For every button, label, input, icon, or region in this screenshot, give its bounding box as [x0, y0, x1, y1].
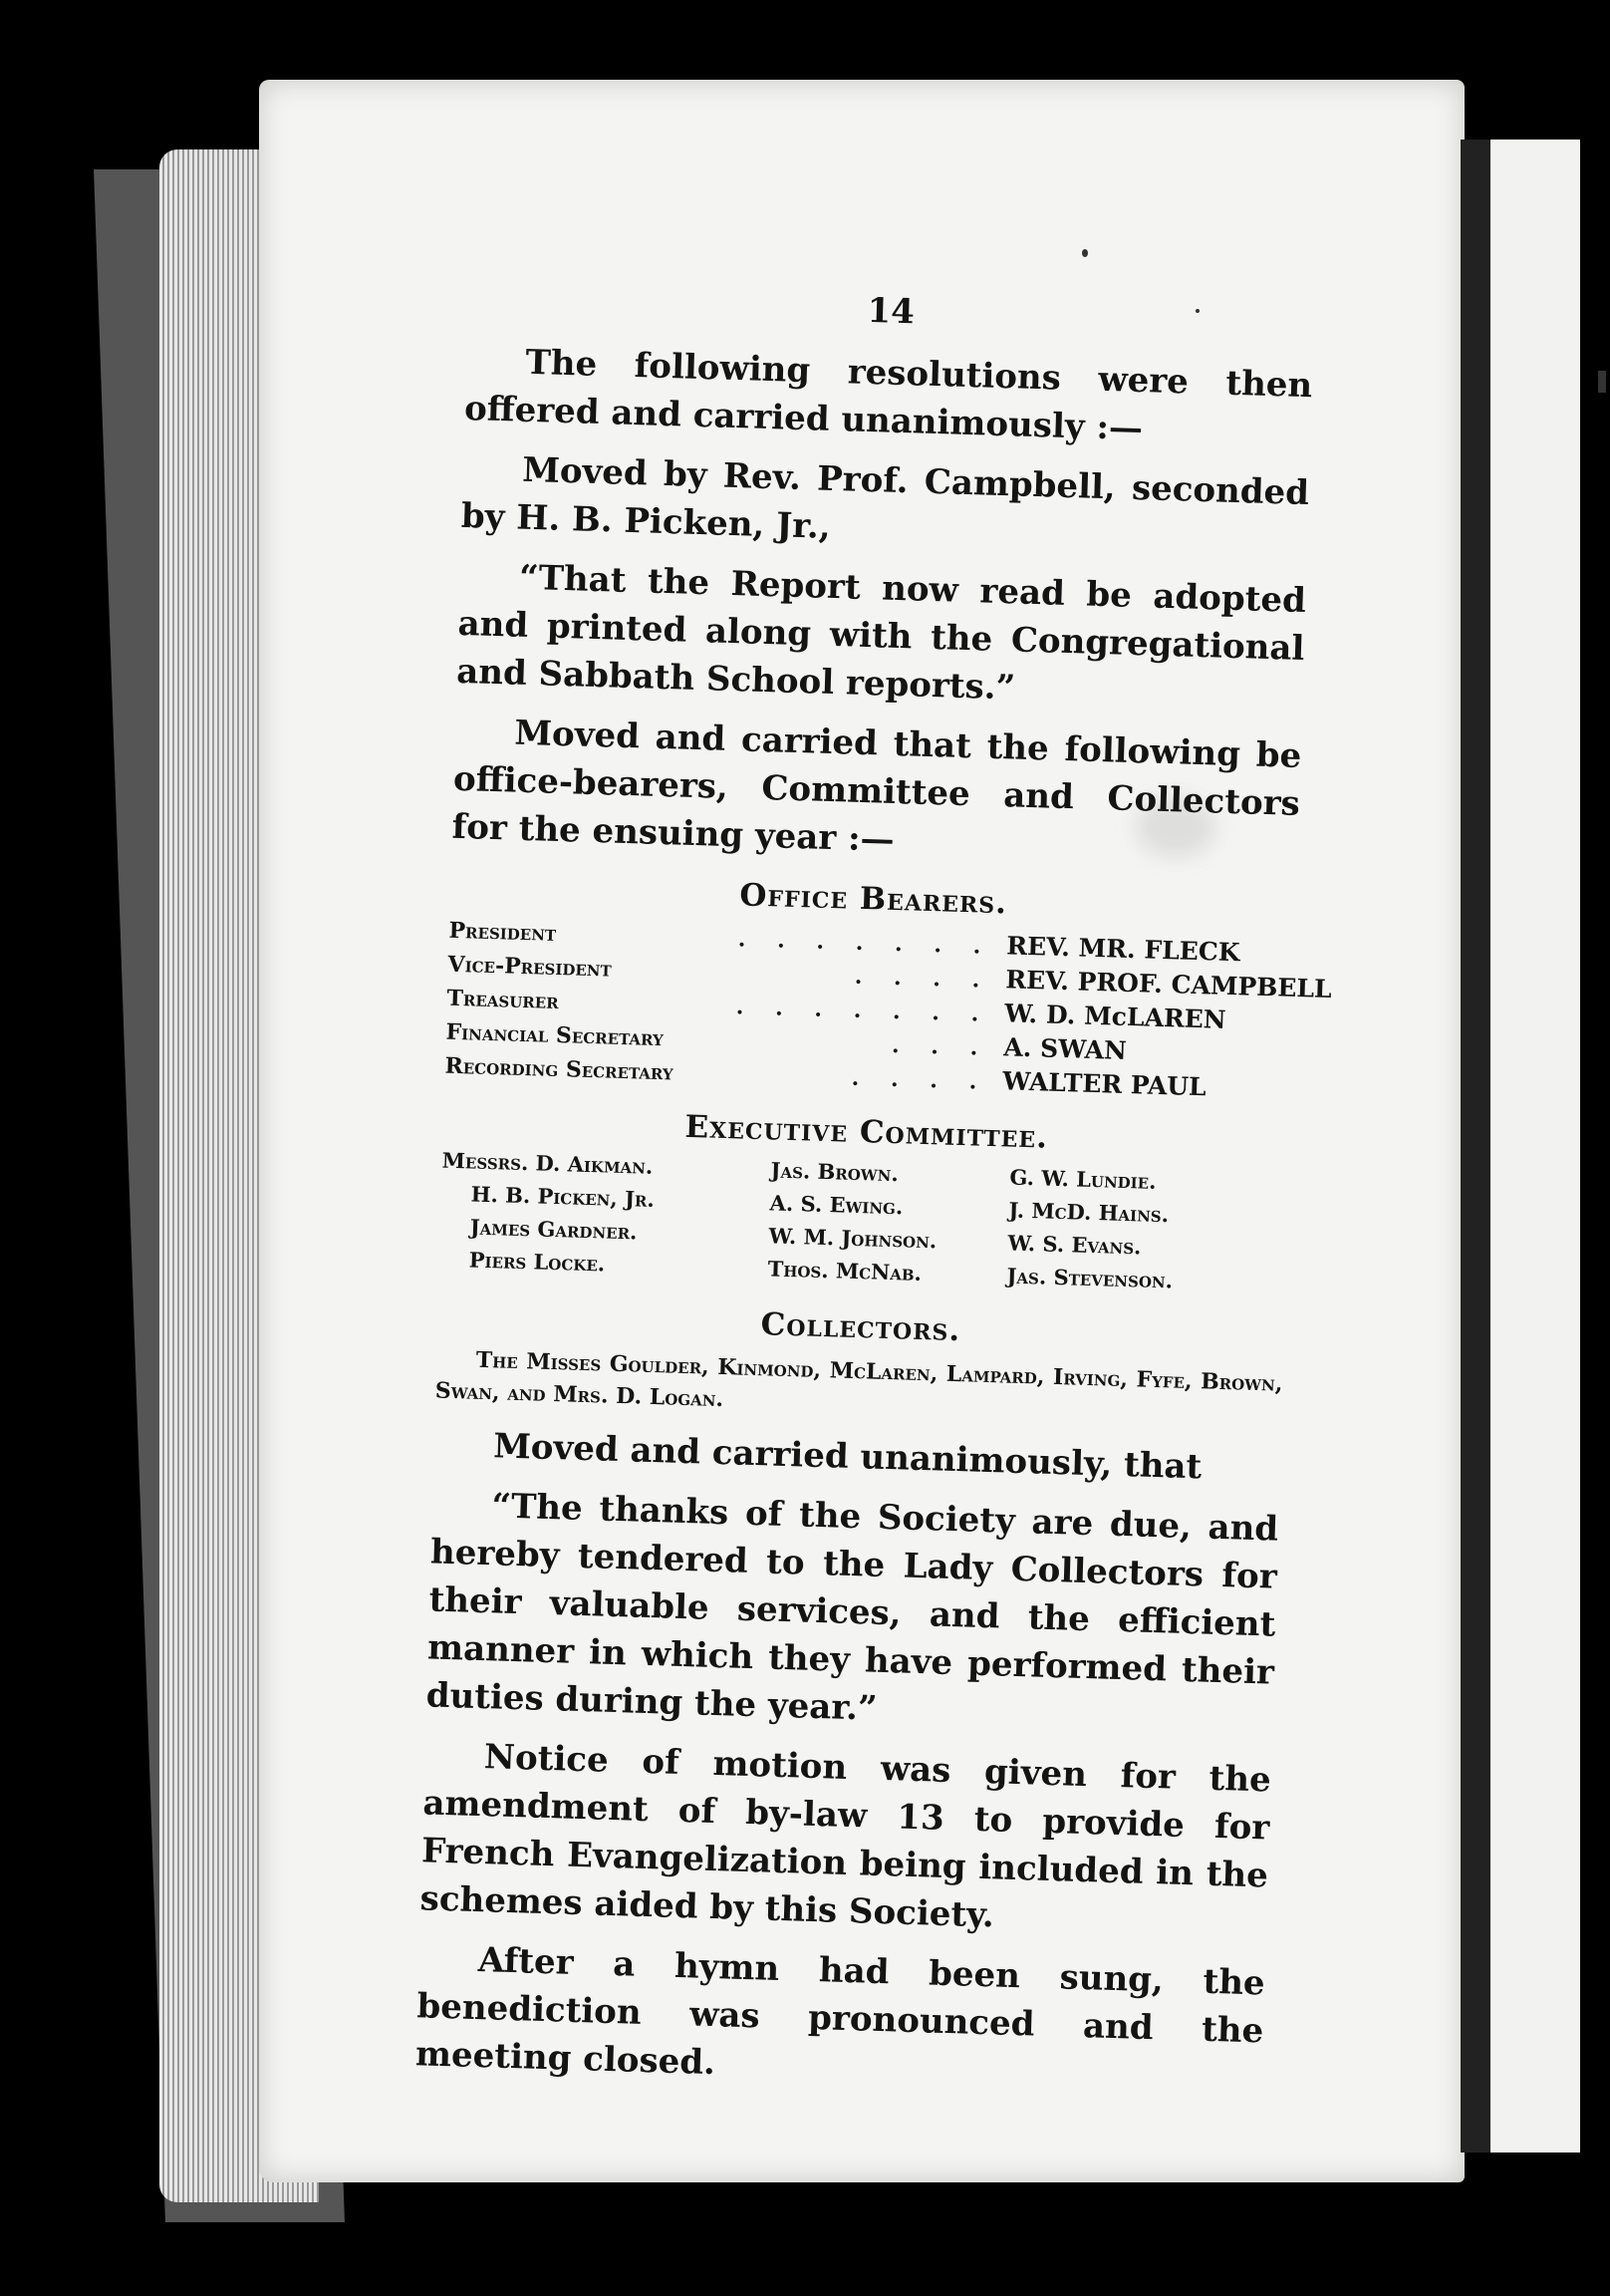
leader-dots: . . . .	[851, 1064, 989, 1095]
report-resolution-quote: “That the Report now read be adopted and printed along with the Congregational and Sabbath School reports.”	[455, 557, 1307, 709]
page-number: 14	[866, 290, 916, 333]
ink-speck	[1082, 249, 1088, 257]
committee-member: Messrs. D. Aikman.	[441, 1147, 654, 1179]
facing-page-mark	[1598, 371, 1606, 393]
notice-of-motion: Notice of motion was given for the amendment of by-law 13 to provide for French Evangelization being included in the schemes aided by this Society.	[419, 1737, 1272, 1936]
committee-member: James Gardner.	[469, 1214, 638, 1245]
resolutions-intro: The following resolutions were then offered and carried unanimously :—	[463, 342, 1313, 449]
officer-name: REV. PROF. CAMPBELL	[1004, 965, 1333, 1004]
collectors-list: The Misses Goulder, Kinmond, McLaren, Lampard, Irving, Fyfe, Brown, Swan, and Mrs. D. Logan.	[434, 1346, 1283, 1413]
committee-member: Jas. Stevenson.	[1006, 1263, 1174, 1293]
committee-member: Piers Locke.	[468, 1247, 606, 1277]
office-bearers-motion: Moved and carried that the following be office-bearers, Committee and Collectors for the ensuing year :—	[451, 713, 1302, 860]
committee-member: H. B. Picken, Jr.	[470, 1181, 656, 1212]
committee-member: W. S. Evans.	[1007, 1230, 1142, 1260]
committee-member: A. S. Ewing.	[769, 1190, 904, 1220]
officer-role: President	[448, 917, 557, 947]
officer-role: Recording Secretary	[444, 1052, 674, 1086]
officer-role: Vice-President	[447, 951, 613, 983]
committee-member: W. M. Johnson.	[768, 1223, 938, 1254]
committee-member: Jas. Brown.	[770, 1157, 900, 1187]
executive-committee-heading: Executive Committee.	[684, 1108, 1049, 1156]
page-text-block	[414, 279, 1333, 2115]
office-bearers-list	[444, 915, 1333, 1109]
committee-member: J. McD. Hains.	[1008, 1197, 1170, 1228]
officer-role: Financial Secretary	[445, 1018, 665, 1052]
leader-dots: . . . .	[854, 963, 992, 994]
office-bearers-heading: Office Bearers.	[738, 877, 1008, 922]
leader-dots: . . . . . . .	[735, 994, 991, 1027]
committee-column	[767, 1157, 1010, 1295]
executive-committee-list	[438, 1148, 1289, 1304]
officer-name: REV. MR. FLECK	[1005, 931, 1240, 968]
thanks-motion: Moved and carried unanimously, that	[492, 1426, 1203, 1488]
committee-column	[1006, 1165, 1269, 1304]
closing-paragraph: After a hymn had been sung, the benediction was pronounced and the meeting closed.	[414, 1940, 1266, 2084]
collectors-heading: Collectors.	[760, 1306, 961, 1349]
leader-dots: . . . . . . .	[737, 926, 993, 960]
leader-dots: . . .	[891, 1031, 990, 1061]
officer-name: W. D. McLAREN	[1003, 999, 1227, 1034]
thanks-resolution-quote: “The thanks of the Society are due, and hereby tendered to the Lady Collectors for their valuable services, and the efficient manner in which they have performed their duties during the year.”	[425, 1486, 1279, 1729]
book-gutter	[1461, 140, 1490, 2152]
committee-column	[438, 1148, 771, 1290]
officer-role: Treasurer	[446, 985, 560, 1015]
facing-page-edge	[1490, 140, 1580, 2152]
officer-name: WALTER PAUL	[1001, 1066, 1208, 1102]
officer-name: A. SWAN	[1002, 1032, 1128, 1065]
committee-member: G. W. Lundie.	[1009, 1164, 1157, 1194]
motion-paragraph: Moved by Rev. Prof. Campbell, seconded by H. B. Picken, Jr.,	[460, 449, 1310, 547]
committee-member: Thos. McNab.	[767, 1256, 923, 1286]
